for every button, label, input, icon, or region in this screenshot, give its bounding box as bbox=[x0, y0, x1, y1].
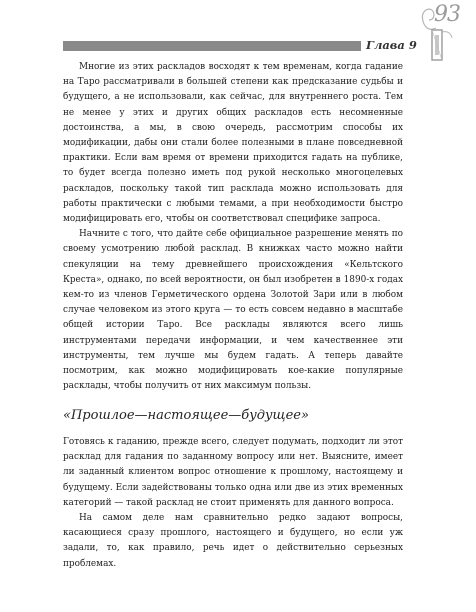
paragraph: Начните с того, что дайте себе официальное разрешение менять по своему усмотрению любой расклад. В книжках часто можно найти спекуляции на тему древнейшего происхождения «Кельтского Креста», однако, по всей вероятности, он был изобретен в 1890-х годах кем-то из членов Герметического ордена Золотой Зари или в любом случае человеком из этого круга — то есть совсем недавно в масштабе общей истории Таро. Все расклады являются всего лишь инструментами передачи информации, и чем качественнее эти инструменты, тем лучше мы будем гадать. А теперь давайте посмотрим, как можно модифицировать кое-какие популярные расклады, чтобы получить от них максимум пользы. bbox=[63, 229, 403, 392]
section-heading: «Прошлое—настоящее—будущее» bbox=[63, 408, 309, 423]
running-header-bar bbox=[63, 41, 361, 51]
main-text-block bbox=[63, 60, 403, 394]
paragraph: Готовясь к гаданию, прежде всего, следует подумать, подходит ли этот расклад для гадания по заданному вопросу или нет. Выясните, имеет ли заданный клиентом вопрос отношение к прошлому, настоящему и будущему. Если задействованы только одна или две из этих временных категорий — такой расклад не стоит применять для данного вопроса. bbox=[63, 437, 403, 508]
paragraph: На самом деле нам сравнительно редко задают вопросы, касающиеся сразу прошлого, настоящего и будущего, но если уж задали, то, как правило, речь идет о действительно серьезных проблемах. bbox=[63, 513, 403, 569]
section-text-block bbox=[63, 435, 403, 572]
page-number: 93 bbox=[434, 2, 460, 27]
paragraph: Многие из этих раскладов восходят к тем временам, когда гадание на Таро рассматривали в большей степени как предсказание судьбы и будущего, а не использовали, как сейчас, для внутреннего роста. Тем не менее у этих и других общих раскладов есть несомненные достоинства, а мы, в свою очередь, рассмотрим способы их модификации, дабы они стали более полезными в плане повседневной практики. Если вам время от времени приходится гадать на публике, то будет всегда полезно иметь под рукой несколько многоцелевых раскладов, поскольку такой тип расклада можно использовать для работы практически с любыми темами, а при необходимости быстро модифицировать его, чтобы он соответствовал специфике запроса. bbox=[63, 62, 403, 225]
chapter-label: Глава 9 bbox=[366, 38, 417, 52]
